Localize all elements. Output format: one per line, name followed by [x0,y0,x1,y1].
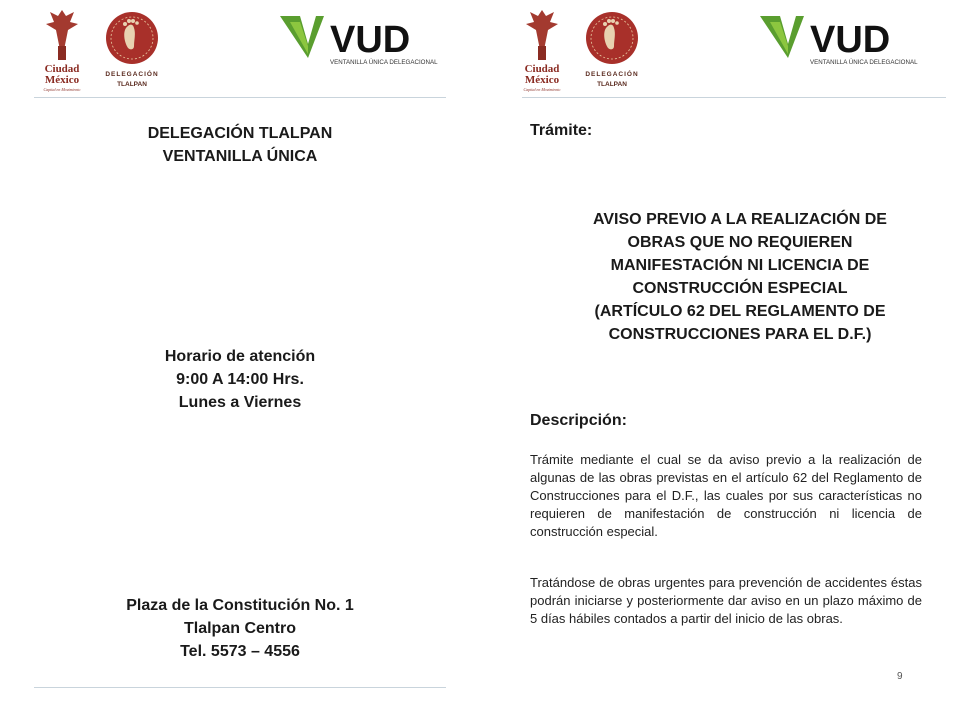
vud-logo-subtitle: VENTANILLA ÚNICA DELEGACIONAL [810,59,918,66]
delegacion-logo-line2: TLALPAN [117,81,147,88]
vud-logo-subtitle: VENTANILLA ÚNICA DELEGACIONAL [330,59,438,66]
footer-divider [34,687,446,688]
delegacion-logo-line1: DELEGACIÓN [585,71,639,78]
address-line: Tlalpan Centro [183,620,296,637]
address-block [40,594,440,663]
left-heading [40,122,440,168]
tramite-title-line: CONSTRUCCIÓN ESPECIAL [632,280,848,297]
right-panel [480,0,960,720]
tramite-title [530,208,950,346]
cdmx-logo-tagline: Capital en Movimiento [523,87,561,92]
cdmx-logo-line1: Ciudad [524,63,560,75]
cdmx-logo-tagline: Capital en Movimiento [43,87,81,92]
cdmx-logo [516,6,568,94]
delegacion-tlalpan-logo [100,10,164,92]
tramite-title-line: AVISO PREVIO A LA REALIZACIÓN DE [593,211,887,228]
page-number: 9 [897,671,903,682]
delegacion-logo-line1: DELEGACIÓN [105,71,159,78]
cdmx-logo [36,6,88,94]
schedule-line: 9:00 A 14:00 Hrs. [176,371,304,388]
address-line: Plaza de la Constitución No. 1 [126,597,354,614]
tramite-label: Trámite: [530,122,593,139]
tramite-title-line: (ARTÍCULO 62 DEL REGLAMENTO DE [594,303,886,320]
vud-logo [278,14,438,70]
tramite-title-line: CONSTRUCCIONES PARA EL D.F.) [608,326,872,343]
header-divider [522,97,946,98]
heading-line: VENTANILLA ÚNICA [162,148,318,165]
descripcion-label: Descripción: [530,412,627,429]
cdmx-logo-line1: Ciudad [44,63,80,75]
schedule-line: Lunes a Viernes [178,394,302,411]
vud-logo [758,14,918,70]
tramite-title-line: OBRAS QUE NO REQUIEREN [627,234,853,251]
delegacion-tlalpan-logo [580,10,644,92]
cdmx-logo-line2: México [44,74,80,86]
header-divider [34,97,446,98]
delegacion-logo-line2: TLALPAN [597,81,627,88]
cdmx-logo-line2: México [524,74,560,86]
description-paragraph: Trámite mediante el cual se da aviso previo a la realización de algunas de las obras previstas en el artículo 62 del Reglamento de Construcciones para el D.F., las cuales por sus características no requieren de manifestación de construcción ni licencia de construcción especial. [530,452,922,539]
vud-logo-name: VUD [810,19,891,61]
schedule-block [40,345,440,414]
heading-line: DELEGACIÓN TLALPAN [147,125,333,142]
phone-line: Tel. 5573 – 4556 [180,643,300,660]
vud-logo-name: VUD [330,19,411,61]
description-paragraph: Tratándose de obras urgentes para prevención de accidentes éstas podrán iniciarse y posteriormente dar aviso en un plazo máximo de 5 días hábiles contados a partir del inicio de las obras. [530,575,922,626]
schedule-line: Horario de atención [164,348,316,365]
tramite-title-line: MANIFESTACIÓN NI LICENCIA DE [610,257,870,274]
